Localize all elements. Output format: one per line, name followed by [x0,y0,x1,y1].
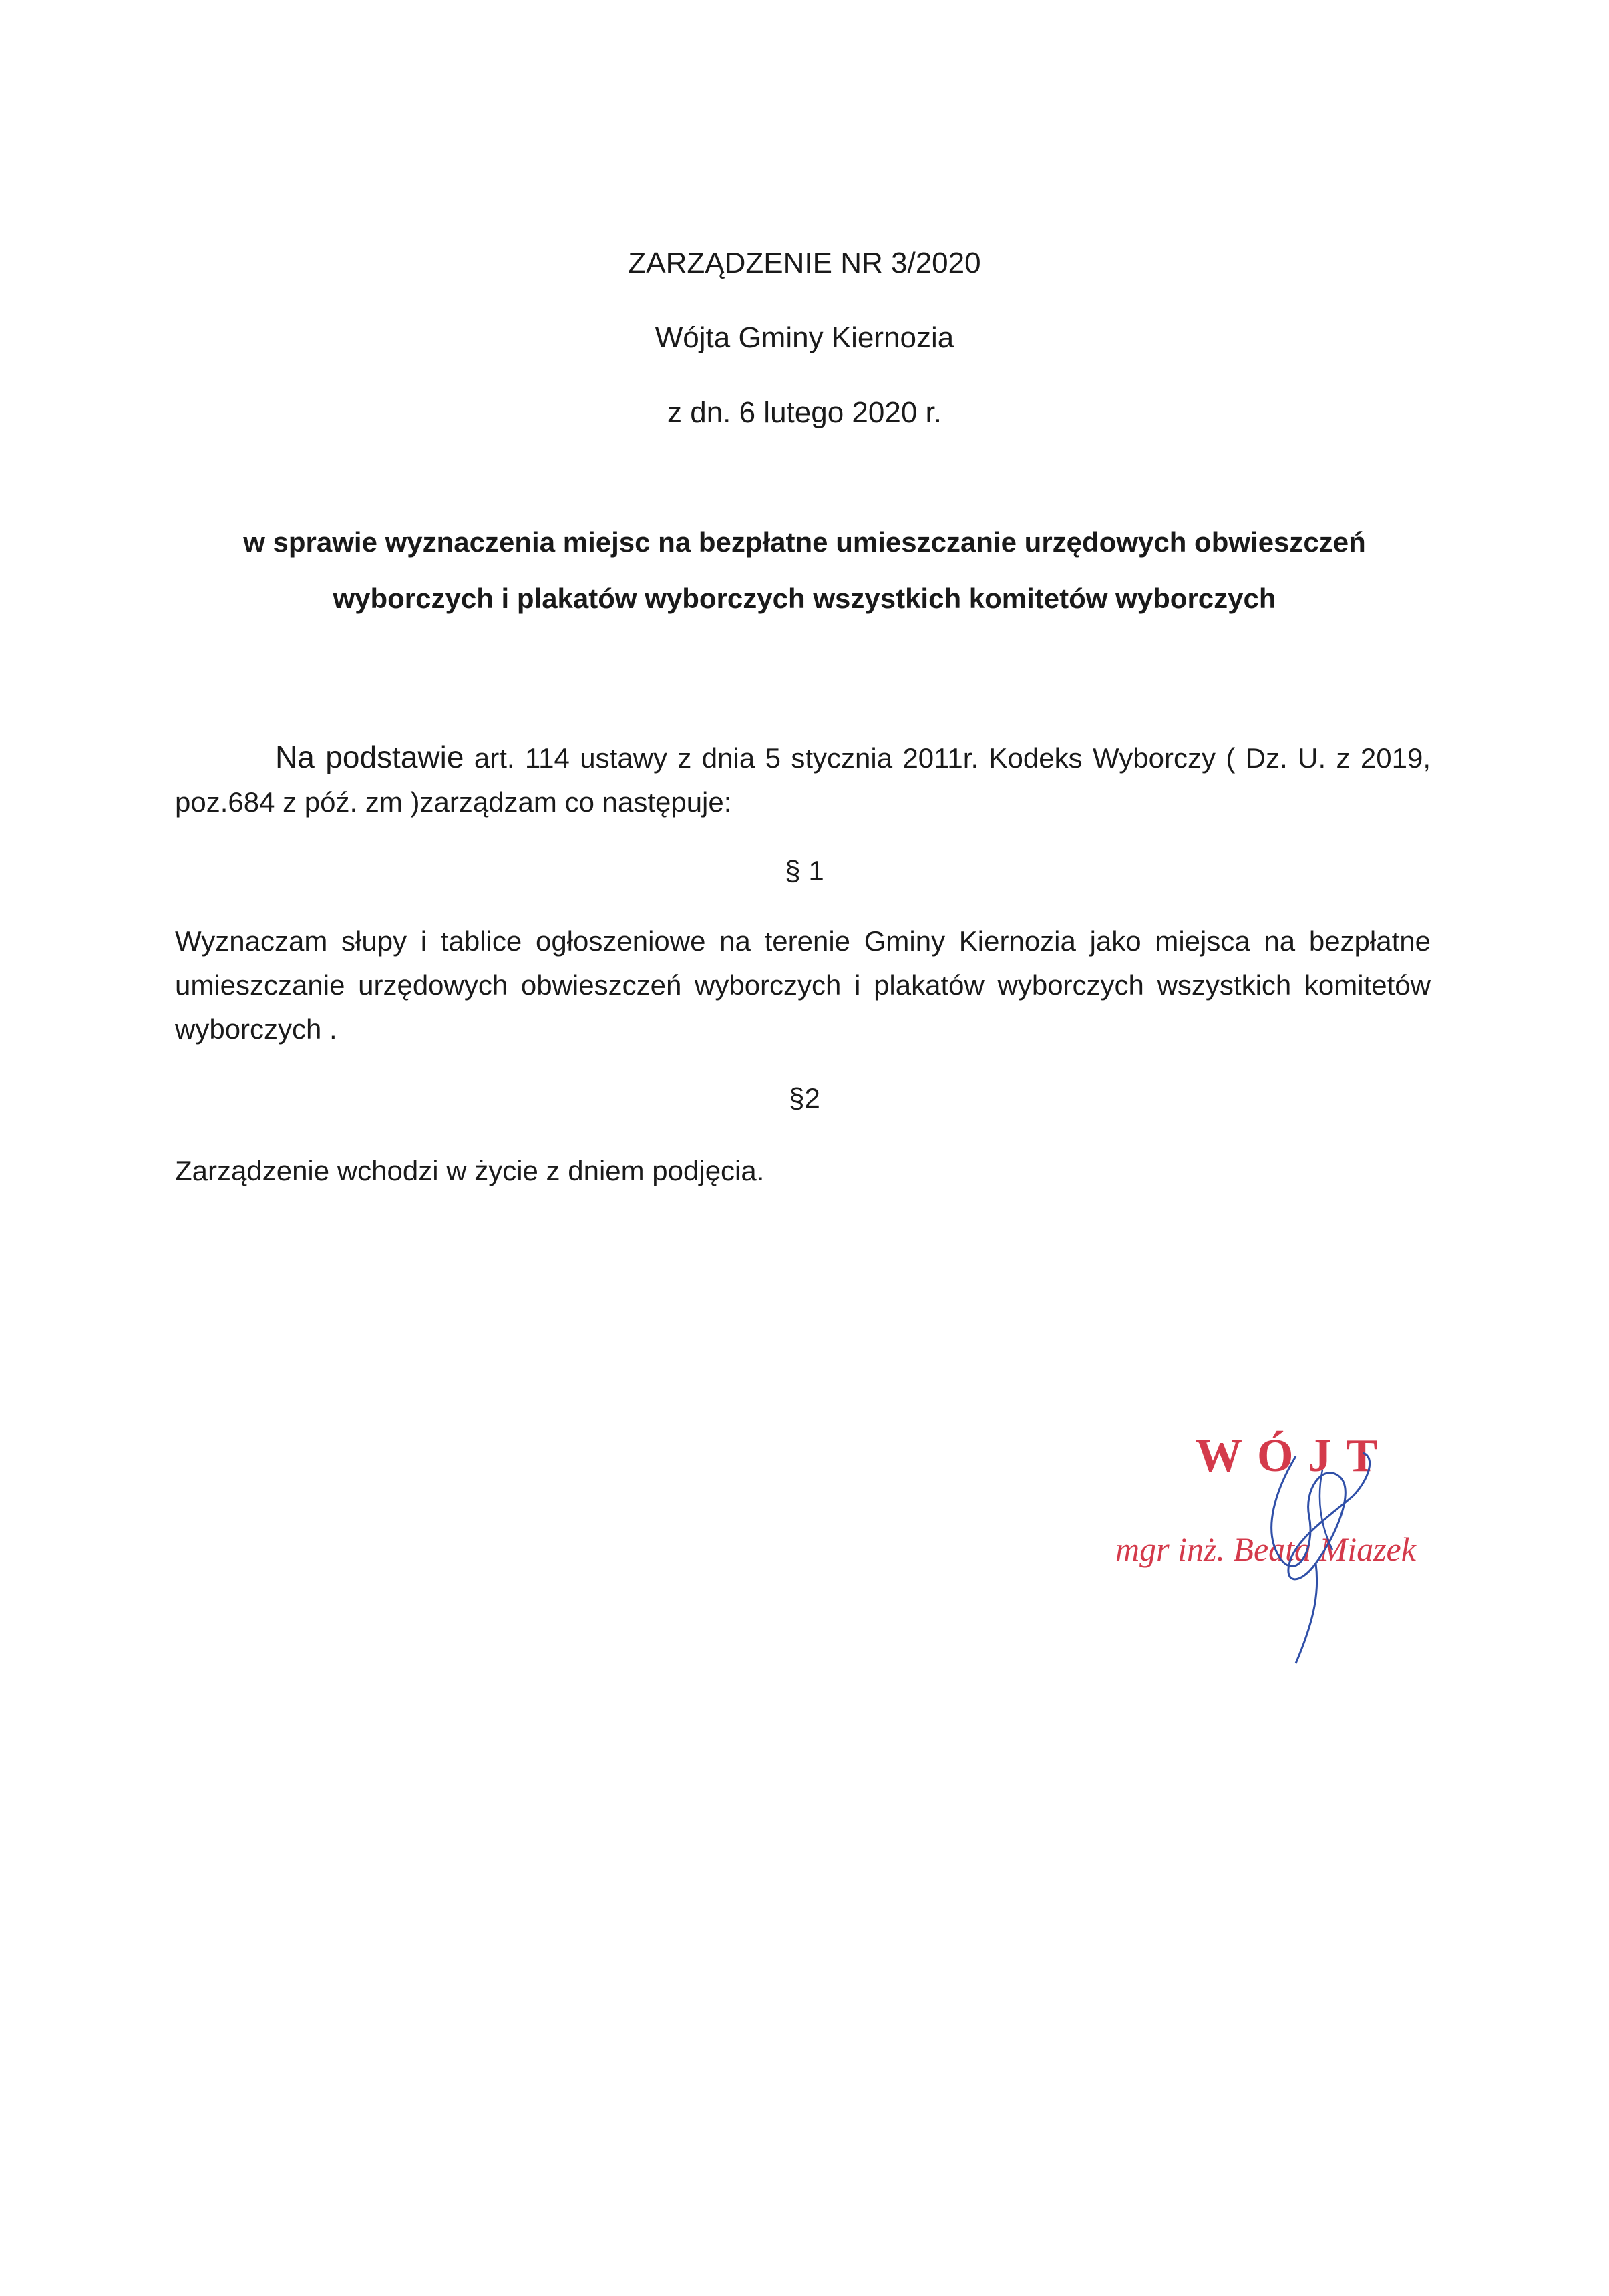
section-1-mark: § 1 [785,855,824,886]
signature-block [1095,1416,1496,1683]
section-2-text: Zarządzenie wchodzi w życie z dniem podjęcia. [175,1155,765,1186]
stamp-name: mgr inż. Beata Miazek [1115,1530,1416,1568]
document-subject [134,514,1475,627]
section-1-text: Wyznaczam słupy i tablice ogłoszeniowe na terenie Gminy Kiernozia jako miejsca na bezpłatne umieszczanie urzędowych obwieszczeń wyborczych i plakatów wyborczych wszystkich komitetów wyborczych . [175,925,1431,1045]
stamp-title: WÓJT [1196,1430,1393,1482]
handwritten-signature [1095,1416,1496,1683]
subject-line-2: wyborczych i plakatów wyborczych wszystkich komitetów wyborczych [333,583,1276,614]
subject-line-1: w sprawie wyznaczenia miejsc na bezpłatne umieszczanie urzędowych obwieszczeń [243,526,1366,558]
preamble-paragraph [175,735,1431,824]
document-title: ZARZĄDZENIE NR 3/2020 [628,247,981,279]
document-date: z dn. 6 lutego 2020 r. [667,396,942,429]
document-issuer: Wójta Gminy Kiernozia [655,321,954,354]
preamble-lead: Na podstawie [275,740,464,774]
section-2-mark: §2 [789,1082,820,1114]
preamble-text: art. 114 ustawy z dnia 5 stycznia 2011r. Kodeks Wyborczy ( Dz. U. z 2019, poz.684 z póź. zm )zarządzam co następuje: [175,742,1431,818]
